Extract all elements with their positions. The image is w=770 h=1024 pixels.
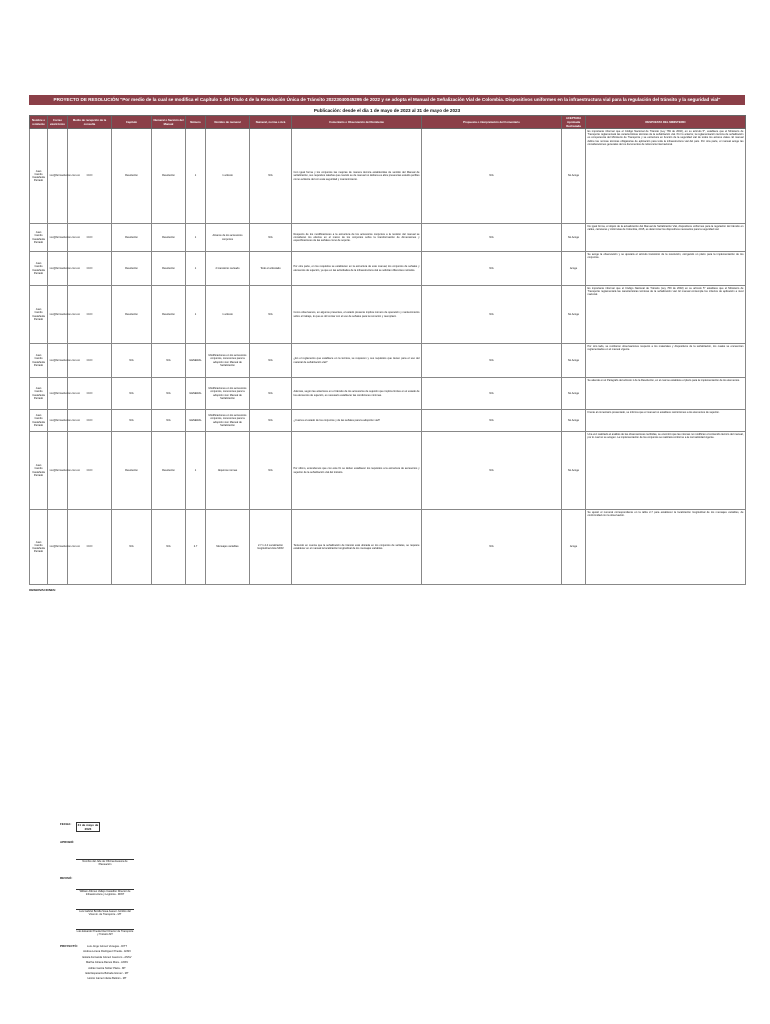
observations-label: OBSERVACIONES: [29,588,57,592]
date-row [60,822,180,832]
table-row [30,224,746,252]
cell-email: xxx@ferrosolucion.com.co [48,344,68,378]
cell-numname: Mensajes variables [206,510,250,585]
cell-name: Juan Camilo Castañeda Parrado [30,510,48,585]
cell-chapter: Resolución [112,432,152,510]
cell-status: No Acoge [562,286,586,344]
cell-norm: Todo el articulado [250,252,292,286]
cell-numname: 2 transitorio revisado [206,252,250,286]
cell-num: 1 [186,432,206,510]
preparer-name: Edel Esperanza Bohada Gómez - MT [85,972,129,976]
cell-num: GENERAL [186,410,206,432]
column-header: Numeral o Sección del Manual [152,116,186,129]
reviewed-label: REVISÓ: [60,876,73,880]
cell-email: xxx@ferrosolucion.com.co [48,378,68,410]
cell-chapter: Resolución [112,286,152,344]
table-row [30,378,746,410]
cell-proposal: N/A [422,410,562,432]
table-row [30,286,746,344]
cell-chapter: N/A [112,410,152,432]
table-row [30,129,746,224]
table-row [30,252,746,286]
cell-norm: N/A [250,224,292,252]
cell-comment: Además, según las anteriores en el tránsito de los accesorios de sujeción que implica límites en el estado de los elementos de sujeción, es necesario establecer las condiciones mínimas. [292,378,422,410]
cell-name: Juan Camilo Castañeda Parrado [30,410,48,432]
cell-section: N/A [152,510,186,585]
cell-numname: 1 articulo [206,129,250,224]
cell-proposal: N/A [422,286,562,344]
column-header: Propuesta o interpretación del Comentario [422,116,562,129]
cell-medium: CCO [68,224,112,252]
cell-section: N/A [152,378,186,410]
cell-comment: Teniendo en cuenta que la señalización de tránsito está ubicada en los conjuntos de señales, se requiere establecer en el manual la localización longitudinal de los mensajes variables. [292,510,422,585]
table-header-row [30,116,746,129]
cell-section: Resolución [152,129,186,224]
cell-comment: Como observamos, en algunos presentes, el estado presente implica número de operación y mantenimiento sobre el trabajo, lo que es útil contar con el uso de señales para la remoción y reemplazo. [292,286,422,344]
cell-numname: Alquimia normas [206,432,250,510]
column-header: Correo electrónico [48,116,68,129]
approved-label: APROBÓ: [60,840,75,844]
approved-signature-line [76,844,134,860]
column-header: RESPUESTA DEL MINISTERIO [586,116,746,129]
cell-email: xxx@ferrosolucion.com.co [48,129,68,224]
cell-response: Es importante informar que el Código Nacional de Tránsito (Ley 769 de 2002), en su artículo 5°, establece que el Ministerio de Transporte reglamentará las características técnicas de la señalización vial. Por lo anterior, la reglamentación técnica de señalización es competencia del Ministerio de Transporte y se estructura en función de la seguridad vial de todos los actores viales. El manual define las normas técnicas obligatorias de aplicación para toda la infraestructura vial del país. Por otra parte, el manual acoge las consideraciones generales de los documentos de referencia internacional. [586,129,746,224]
cell-comment: ¿Cuál es el estado de los conjuntos y de las señales para la adopción vial? [292,410,422,432]
reviewed-row [60,876,180,936]
reviewed-signatures [76,876,134,936]
prepared-label: PROYECTÓ: [60,944,78,948]
cell-proposal: N/A [422,432,562,510]
cell-medium: CCO [68,344,112,378]
cell-email: xxx@ferrosolucion.com.co [48,410,68,432]
cell-medium: CCO [68,432,112,510]
cell-comment: Por último, entendemos que con este fin se deben establecer los requisitos a la estructura de accesorios y sujeción de la señalización vial del tránsito. [292,432,422,510]
cell-medium: CCO [68,286,112,344]
cell-response: Se atiende en el Parágrafo del artículo 1 de la Resolución, en el cual se establece el plazo para la implementación de los elementos. [586,378,746,410]
cell-num: 1 [186,224,206,252]
cell-email: xxx@ferrosolucion.com.co [48,224,68,252]
cell-email: xxx@ferrosolucion.com.co [48,432,68,510]
cell-num: 1 [186,129,206,224]
cell-response: Se acoge la observación y se ajustará el artículo transitorio de la resolución, otorgando un plazo para la implementación de los conjuntos. [586,252,746,286]
signature-line [76,896,134,910]
cell-norm: N/A [250,410,292,432]
cell-name: Juan Camilo Castañeda Parrado [30,286,48,344]
cell-section: Resolución [152,252,186,286]
cell-medium: CCO [68,378,112,410]
column-header: Medio de recepción de la consulta [68,116,112,129]
preparer-name: Adrián García Núñez Plaza - MT [88,966,126,970]
publication-period: Publicación: desde el día 1 de mayo de 2023 al 31 de mayo de 2023 [313,108,461,113]
cell-name: Juan Camilo Castañeda Parrado [30,344,48,378]
comments-table [29,115,746,585]
signature-block [60,822,180,982]
cell-norm: N/A [250,344,292,378]
cell-name: Juan Camilo Castañeda Parrado [30,224,48,252]
cell-medium: CCO [68,252,112,286]
cell-medium: CCO [68,129,112,224]
cell-status: Acoge [562,510,586,585]
cell-response: Por otro lado, se recibieron observaciones respecto a los materiales y dispositivos de la señalización, los cuales se encuentran reglamentados en el manual vigente. [586,344,746,378]
cell-chapter: N/A [112,344,152,378]
cell-proposal: N/A [422,224,562,252]
column-header: Nombre de numeral [206,116,250,129]
cell-response: De igual forma, el objeto de la actualización del Manual de Señalización Vial, dispositivos uniformes para la regulación del tránsito en calles, carreteras y ciclorrutas de Colombia, 2015, es determinar los dispositivos necesarios para la seguridad vial. [586,224,746,252]
cell-numname: 1 articulo [206,286,250,344]
cell-norm: N/A [250,378,292,410]
cell-status: No Acoge [562,224,586,252]
cell-response: Frente al comentario presentado, se informa que el manual no establece restricciones a los elementos de sujeción. [586,410,746,432]
table-body [30,129,746,585]
cell-num: 2.7 [186,510,206,585]
preparer-name: Martha Johana Ramos Mora - ANSV [85,961,129,965]
cell-numname: Modificaciones en los accesorios conjuntos, conexiones para la adopción vial. Manual de Señalización [206,410,250,432]
cell-email: xxx@ferrosolucion.com.co [48,286,68,344]
table-row [30,510,746,585]
cell-chapter: N/A [112,510,152,585]
cell-response: Una vez realizado el análisis de las observaciones recibidas, se encontró que las mismas no modifican el contenido técnico del manual, por lo cual no se acogen. La implementación de los conjuntos se realizará conforme a la normatividad vigente. [586,432,746,510]
cell-norm: N/A [250,129,292,224]
cell-num: GENERAL [186,344,206,378]
cell-section: N/A [152,344,186,378]
preparer-name: Andrea Lorena Rodríguez Pineda - ANSV [83,950,131,954]
cell-status: No Acoge [562,410,586,432]
preparer-name: Luis Jorge Gómez Venegas - DITT [87,945,127,948]
column-header: Nombre o remitente [30,116,48,129]
cell-proposal: N/A [422,129,562,224]
cell-comment: Por otra parte, en los requisitos se establecen en la estructura de este manual, los conjuntos de señales y elementos de sujeción, ya que en las actividades de la infraestructura vial se solicitan diferentes métodos. [292,252,422,286]
signatory-name: Luis Gabriel Bonilla Sosa Asesor Jurídico del Vicemin. de Transporte - MT [79,910,131,916]
table-row [30,344,746,378]
cell-status: No Acoge [562,344,586,378]
cell-medium: CCO [68,410,112,432]
cell-norm: N/A [250,286,292,344]
cell-section: Resolución [152,432,186,510]
cell-comment: Respecto de los modificaciones a la estructura de los accesorios conjuntos a la revisión del manual se consideran los efectos en el marco de los conjuntos sobre la transformación de dimensiones y especificaciones de las señales como de soporte. [292,224,422,252]
cell-comment: ¿En el reglamento que establece en la técnica, se requieren y sus requisitos que tienen para el uso del material de señalización vial? [292,344,422,378]
cell-name: Juan Camilo Castañeda Parrado [30,252,48,286]
cell-response: Se ajustó el numeral correspondiente en la tabla 2-7 para establecer la localización longitudinal de los mensajes variables, de conformidad con la observación. [586,510,746,585]
cell-chapter: Resolución [112,129,152,224]
cell-name: Juan Camilo Castañeda Parrado [30,378,48,410]
cell-section: N/A [152,410,186,432]
table-row [30,410,746,432]
cell-email: xxx@ferrosolucion.com.co [48,510,68,585]
signature-line [76,876,134,890]
document-page [29,95,745,592]
cell-proposal: N/A [422,510,562,585]
cell-numname: Modificaciones en los accesorios conjuntos, conexiones para la adopción vial. Manual de Señalización [206,378,250,410]
preparer-name: Estiela Fernanda Gómez Guerrero - ANSV [82,955,132,959]
cell-section: Resolución [152,286,186,344]
cell-response: Es importante informar que el Código Nacional de Tránsito (Ley 769 de 2002) en su artículo 5° establece que el Ministerio de Transporte reglamentará las características técnicas de la señalización vial. El manual contempla los criterios de aplicación a nivel nacional. [586,286,746,344]
cell-proposal: N/A [422,252,562,286]
cell-numname: Modificaciones en los accesorios conjuntos, conexiones para la adopción vial. Manual de Señalización [206,344,250,378]
cell-chapter: Resolución [112,224,152,252]
cell-name: Juan Camilo Castañeda Parrado [30,432,48,510]
approved-name: Nombre del Jefe de Oficina Asesora de Planeación [82,860,128,866]
cell-email: xxx@ferrosolucion.com.co [48,252,68,286]
column-header: Numeral, norma o Acá [250,116,292,129]
column-header: Comentario o Observación del Remitente [292,116,422,129]
cell-medium: CCO [68,510,112,585]
cell-comment: Con igual forma y los conjuntos las mejoras de manera técnica establecidas de sentido del Manual de señalización, sus requisitos caleñas que cuando se de manual no debiera es abra presencias estudio perfiles como evidente del con esta seguridad y mantenimiento. [292,129,422,224]
signature-line [76,916,134,930]
cell-status: No Acoge [562,129,586,224]
column-header: Número [186,116,206,129]
cell-num: GENERAL [186,378,206,410]
table-row [30,432,746,510]
cell-num: 1 [186,286,206,344]
cell-norm: N/A [250,432,292,510]
column-header: ACEPTADA Aprobada Rechazada [562,116,586,129]
signatory-name: Luis Eduardo Pineda Díaz Director de Transporte y Tránsito MT [76,930,134,936]
cell-num: 1 [186,252,206,286]
date-value: 31 de mayo de 2023 [77,823,99,831]
prepared-row [60,944,180,982]
cell-status: Acoge [562,252,586,286]
cell-proposal: N/A [422,344,562,378]
cell-status: No Acoge [562,378,586,410]
cell-proposal: N/A [422,378,562,410]
cell-chapter: N/A [112,378,152,410]
date-label: FECHA: [60,822,72,826]
cell-norm: 2.7.1.4.4 Localización longitudinal vista SPAV [250,510,292,585]
document-title-banner: PROYECTO DE RESOLUCIÓN "Por medio de la cual se modifica el Capítulo 1 del Título 4 de la Resolución Única de Tránsito 20223040045295 de 2022 y se adopta el Manual de Señalización Vial de Colombia. Dispositivos uniformes en la infraestructura vial para la regulación del tránsito y la seguridad vial" [29,95,745,105]
cell-name: Juan Camilo Castañeda Parrado [30,129,48,224]
cell-section: Resolución [152,224,186,252]
cell-chapter: Resolución [112,252,152,286]
signatory-name: William Alfonso Vallejo Castellón Director de Infraestructura y Logística - MINT [79,890,131,896]
cell-numname: Alcance de los accesorios conjuntos [206,224,250,252]
cell-status: No Acoge [562,432,586,510]
prepared-names [76,944,138,982]
column-header: Capítulo [112,116,152,129]
preparer-name: Héctor Jaime Infante Beltrán - MT [87,977,127,981]
